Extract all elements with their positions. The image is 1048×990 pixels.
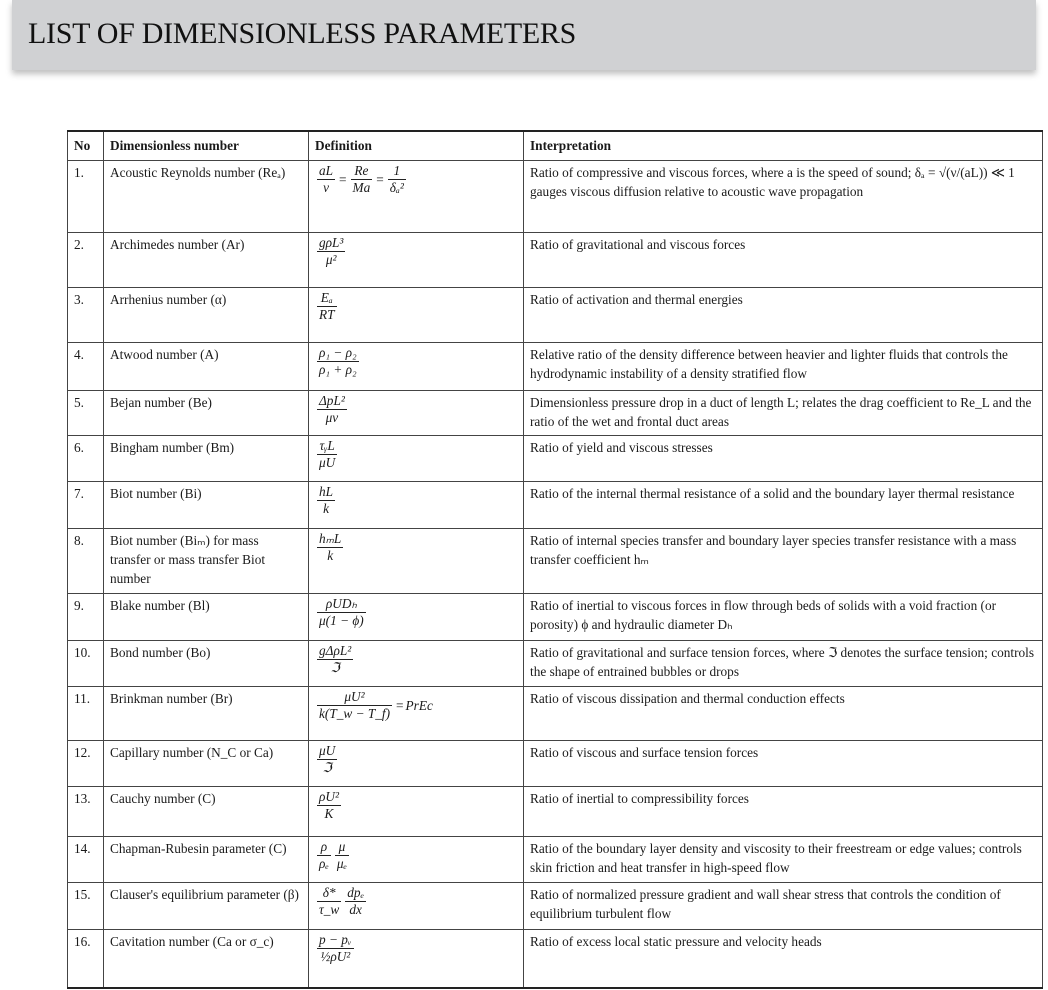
fraction-numerator: ρU² <box>319 789 339 804</box>
fraction-numerator: μU <box>319 743 336 758</box>
formula-fraction <box>317 743 337 776</box>
fraction-denominator: k(T_w − T_f) <box>319 706 391 721</box>
row-number: 16. <box>68 930 104 988</box>
parameter-name: Biot number (Biₘ) for mass transfer or mass transfer Biot number <box>104 529 309 594</box>
parameter-definition <box>309 741 524 787</box>
parameter-interpretation: Ratio of compressive and viscous forces, where a is the speed of sound; δₐ = √(ν/(aL)) ≪ 1 gauges viscous diffusion relative to acoustic wave propagation <box>524 161 1043 233</box>
parameter-definition <box>309 436 524 482</box>
table-row <box>68 436 1043 482</box>
formula-fraction <box>317 643 353 676</box>
parameter-definition <box>309 161 524 233</box>
fraction-denominator: τ_w <box>319 902 340 917</box>
fraction-denominator: ½ρU² <box>320 949 351 964</box>
table-body <box>68 161 1043 988</box>
fraction-denominator: μₑ <box>336 856 348 871</box>
fraction-denominator: k <box>323 501 329 516</box>
fraction-numerator: ΔpL² <box>319 393 345 408</box>
formula-fraction <box>317 839 331 872</box>
fraction-denominator: k <box>327 548 334 563</box>
fraction-denominator: μ² <box>325 252 337 267</box>
formula-fraction <box>317 393 347 426</box>
parameter-name: Capillary number (N_C or Ca) <box>104 741 309 787</box>
parameter-name: Chapman-Rubesin parameter (C) <box>104 837 309 883</box>
formula-fraction <box>317 235 345 268</box>
fraction-denominator: μU <box>319 455 336 470</box>
row-number: 11. <box>68 687 104 741</box>
equals-sign: = <box>339 172 347 187</box>
parameter-interpretation: Ratio of viscous dissipation and thermal conduction effects <box>524 687 1043 741</box>
table-row <box>68 641 1043 687</box>
fraction-denominator: ρ₁ + ρ₂ <box>319 362 357 377</box>
formula-fraction <box>317 932 354 965</box>
fraction-numerator: hₘL <box>319 531 342 546</box>
fraction-denominator: ℑ <box>330 660 340 675</box>
row-number: 7. <box>68 482 104 529</box>
parameter-interpretation: Ratio of yield and viscous stresses <box>524 436 1043 482</box>
row-number: 13. <box>68 787 104 837</box>
parameter-definition <box>309 288 524 343</box>
row-number: 8. <box>68 529 104 594</box>
fraction-numerator: gρL³ <box>319 235 344 250</box>
parameter-name: Brinkman number (Br) <box>104 687 309 741</box>
row-number: 5. <box>68 391 104 436</box>
fraction-numerator: ρUDₕ <box>317 596 366 613</box>
fraction-numerator: dpₑ <box>347 885 365 900</box>
table-row <box>68 161 1043 233</box>
fraction-denominator: ρₑ <box>319 856 329 871</box>
parameter-name: Bingham number (Bm) <box>104 436 309 482</box>
column-header-interpretation: Interpretation <box>524 131 1043 161</box>
formula-fraction <box>388 163 406 196</box>
title-bar <box>12 0 1036 70</box>
parameter-definition <box>309 594 524 641</box>
formula-fraction <box>317 689 392 722</box>
table-row <box>68 233 1043 288</box>
fraction-denominator: ℑ <box>322 760 332 775</box>
parameter-definition <box>309 482 524 529</box>
fraction-denominator: RT <box>319 307 335 322</box>
row-number: 12. <box>68 741 104 787</box>
parameter-interpretation: Ratio of internal species transfer and boundary layer species transfer resistance with a mass transfer coefficient hₘ <box>524 529 1043 594</box>
fraction-denominator: dx <box>349 902 362 917</box>
table-row <box>68 837 1043 883</box>
fraction-numerator: ρ <box>317 839 331 856</box>
parameter-interpretation: Ratio of excess local static pressure and velocity heads <box>524 930 1043 988</box>
parameter-interpretation: Ratio of the internal thermal resistance of a solid and the boundary layer thermal resistance <box>524 482 1043 529</box>
parameter-interpretation: Ratio of the boundary layer density and viscosity to their freestream or edge values; controls skin friction and heat transfer in high-speed flow <box>524 837 1043 883</box>
table-row <box>68 594 1043 641</box>
row-number: 9. <box>68 594 104 641</box>
fraction-denominator: μ(1 − ϕ) <box>319 613 364 628</box>
parameter-name: Cavitation number (Ca or σ_c) <box>104 930 309 988</box>
table-row <box>68 343 1043 391</box>
table-row <box>68 930 1043 988</box>
fraction-numerator: Re <box>351 163 373 180</box>
row-number: 14. <box>68 837 104 883</box>
parameter-definition <box>309 687 524 741</box>
table-row <box>68 288 1043 343</box>
formula-fraction <box>317 789 341 822</box>
column-header-definition: Definition <box>309 131 524 161</box>
table-row <box>68 787 1043 837</box>
table-row <box>68 482 1043 529</box>
formula-fraction <box>317 163 335 196</box>
table-row <box>68 391 1043 436</box>
fraction-denominator: δₐ² <box>389 180 404 195</box>
formula-fraction <box>317 290 337 323</box>
parameter-interpretation: Ratio of gravitational and viscous forces <box>524 233 1043 288</box>
fraction-numerator: Eₐ <box>317 290 337 307</box>
formula-rhs: PrEc <box>405 698 433 713</box>
parameter-name: Acoustic Reynolds number (Reₐ) <box>104 161 309 233</box>
parameter-definition <box>309 529 524 594</box>
fraction-denominator: K <box>324 806 334 821</box>
parameter-definition <box>309 930 524 988</box>
parameter-interpretation: Ratio of normalized pressure gradient and wall shear stress that controls the condition of equilibrium turbulent flow <box>524 883 1043 930</box>
row-number: 10. <box>68 641 104 687</box>
table-row <box>68 529 1043 594</box>
parameter-interpretation: Ratio of activation and thermal energies <box>524 288 1043 343</box>
parameter-interpretation: Dimensionless pressure drop in a duct of length L; relates the drag coefficient to Re_L and the ratio of the wet and frontal duct areas <box>524 391 1043 436</box>
fraction-denominator: μν <box>325 410 339 425</box>
column-header-no: No <box>68 131 104 161</box>
page-title: LIST OF DIMENSIONLESS PARAMETERS <box>28 17 576 50</box>
fraction-numerator: gΔρL² <box>319 643 352 658</box>
formula-fraction <box>317 596 366 629</box>
parameter-name: Arrhenius number (α) <box>104 288 309 343</box>
parameter-name: Bejan number (Be) <box>104 391 309 436</box>
formula-fraction <box>317 438 337 471</box>
parameter-interpretation: Ratio of inertial to compressibility forces <box>524 787 1043 837</box>
formula-fraction <box>351 163 373 196</box>
fraction-numerator: p − pᵥ <box>319 932 352 947</box>
parameter-interpretation: Ratio of gravitational and surface tension forces, where ℑ denotes the surface tension; controls the shape of entrained bubbles or drops <box>524 641 1043 687</box>
formula-fraction <box>335 839 349 872</box>
parameter-interpretation: Ratio of inertial to viscous forces in flow through beds of solids with a void fraction (or porosity) ϕ and hydraulic diameter Dₕ <box>524 594 1043 641</box>
fraction-numerator: 1 <box>388 163 406 180</box>
row-number: 3. <box>68 288 104 343</box>
fraction-numerator: aL <box>319 163 334 178</box>
fraction-denominator: Ma <box>352 180 371 195</box>
row-number: 15. <box>68 883 104 930</box>
parameter-name: Atwood number (A) <box>104 343 309 391</box>
parameter-definition <box>309 233 524 288</box>
equals-sign: = <box>376 172 384 187</box>
fraction-denominator: ν <box>323 180 329 195</box>
row-number: 1. <box>68 161 104 233</box>
formula-fraction <box>317 531 343 564</box>
fraction-numerator: μ <box>335 839 349 856</box>
column-header-name: Dimensionless number <box>104 131 309 161</box>
table-header-row <box>68 131 1043 161</box>
formula-fraction <box>317 345 359 378</box>
parameter-name: Biot number (Bi) <box>104 482 309 529</box>
fraction-numerator: hL <box>319 484 334 499</box>
parameter-definition <box>309 641 524 687</box>
formula-fraction <box>345 885 366 918</box>
parameter-name: Clauser's equilibrium parameter (β) <box>104 883 309 930</box>
parameter-name: Cauchy number (C) <box>104 787 309 837</box>
parameter-definition <box>309 343 524 391</box>
parameter-interpretation: Ratio of viscous and surface tension forces <box>524 741 1043 787</box>
fraction-numerator: δ* <box>317 885 341 902</box>
table-row <box>68 741 1043 787</box>
dimensionless-parameters-table <box>67 130 1043 989</box>
parameter-name: Blake number (Bl) <box>104 594 309 641</box>
formula-fraction <box>317 885 341 918</box>
parameter-name: Bond number (Bo) <box>104 641 309 687</box>
parameter-interpretation: Relative ratio of the density difference between heavier and lighter fluids that controls the hydrodynamic instability of a density stratified flow <box>524 343 1043 391</box>
parameter-name: Archimedes number (Ar) <box>104 233 309 288</box>
parameter-definition <box>309 787 524 837</box>
table-row <box>68 883 1043 930</box>
row-number: 4. <box>68 343 104 391</box>
equals-sign: = <box>396 698 404 713</box>
parameter-definition <box>309 883 524 930</box>
formula-fraction <box>317 484 335 517</box>
row-number: 6. <box>68 436 104 482</box>
row-number: 2. <box>68 233 104 288</box>
table-row <box>68 687 1043 741</box>
parameter-definition <box>309 837 524 883</box>
fraction-numerator: μU² <box>317 689 392 706</box>
parameter-definition <box>309 391 524 436</box>
fraction-numerator: ρ₁ − ρ₂ <box>319 345 357 360</box>
fraction-numerator: τᵧL <box>317 438 337 455</box>
